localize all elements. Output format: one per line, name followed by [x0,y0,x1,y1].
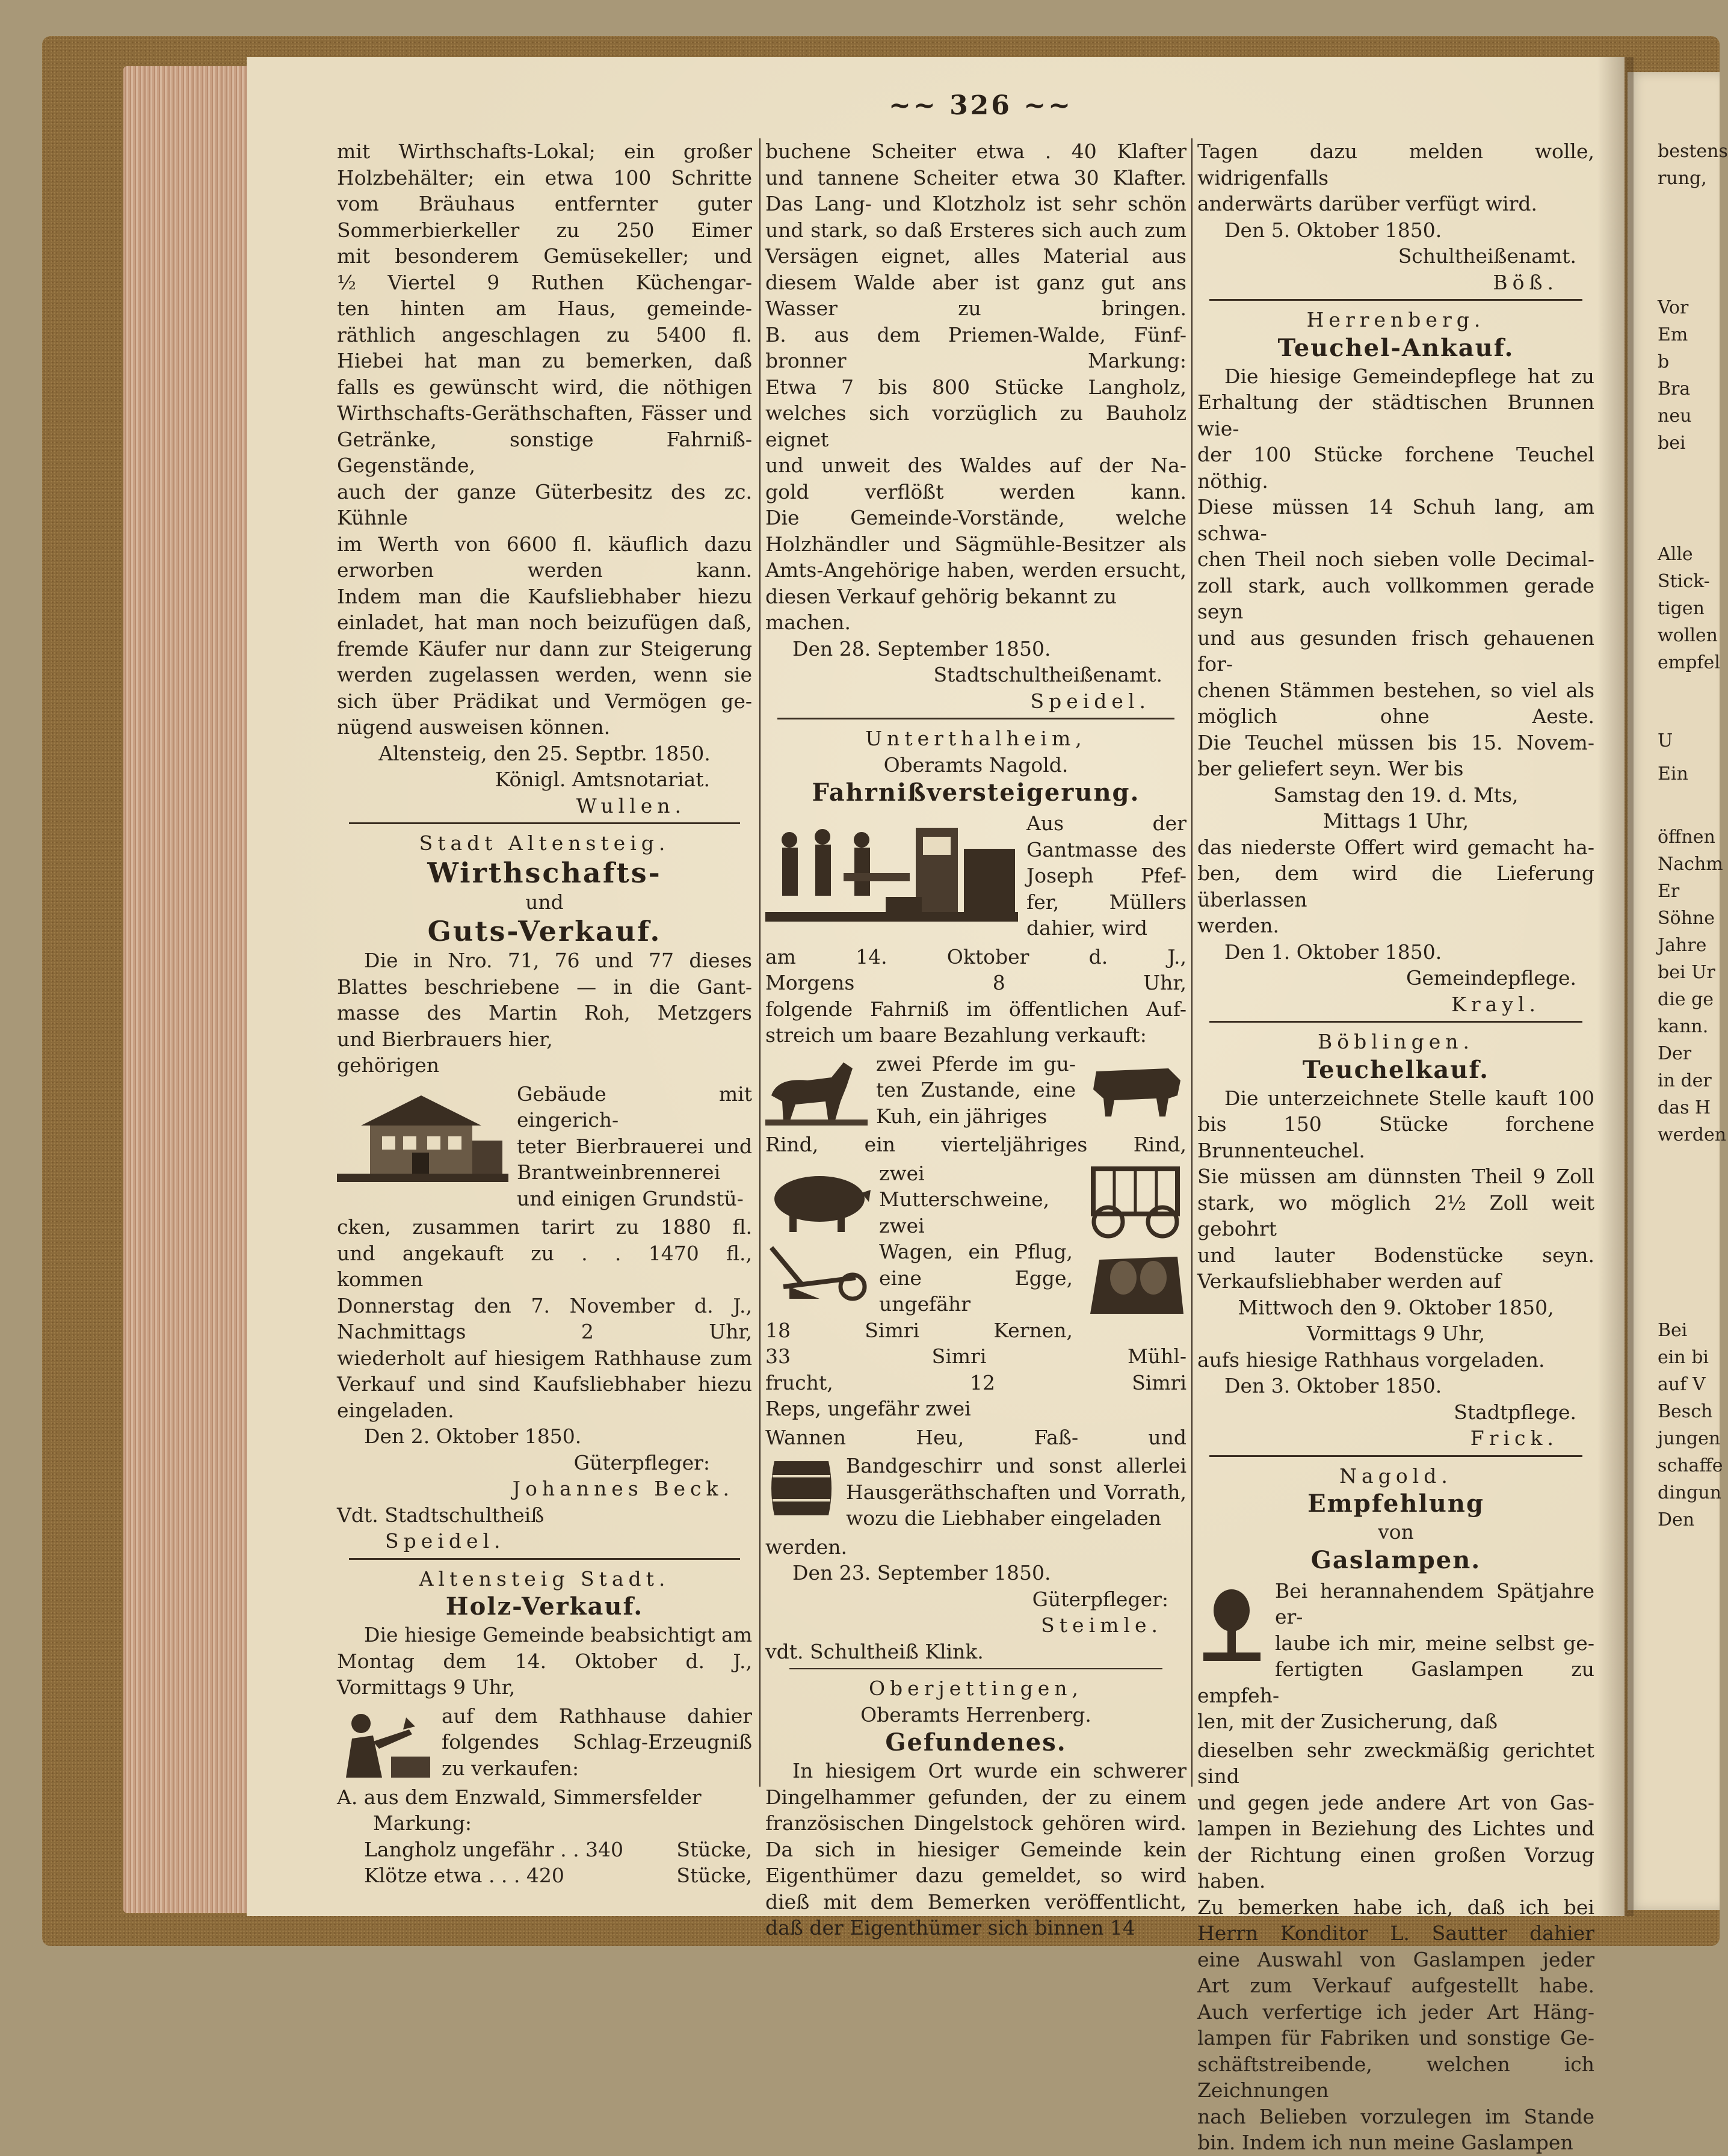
notice-text-line: chenen Stämmen bestehen, so viel als [1197,678,1594,702]
notice-text-line: möglich ohne Aeste. [1197,704,1594,728]
notice-date: Den 2. Oktober 1850. [364,1424,582,1448]
notice-text-line: das niederste Offert wird gemacht ha- [1197,835,1594,859]
notice-text-line: diesen Verkauf gehörig bekannt zu machen. [765,584,1117,634]
notice-text-line: streich um baare Bezahlung verkauft: [765,1023,1147,1047]
notice-place: Böblingen. [1317,1030,1474,1053]
notice-signature: Frick. [1470,1426,1558,1450]
notice-text-line: und unweit des Waldes auf der Na- [765,454,1186,477]
notice-text-line: cken, zusammen tarirt zu 1880 fl. [337,1215,752,1239]
timber-list-label: Klötze etwa . . . 420 [364,1864,564,1887]
notice-text-line: buchene Scheiter etwa . 40 Klafter [765,140,1186,163]
notice-text-line: Vormittags 9 Uhr, [1306,1322,1486,1345]
notice-body [1197,1347,1594,1373]
wagon-woodcut [1081,1163,1186,1238]
column-divider-1 [759,138,761,1787]
notice-heading: Guts-Verkauf. [427,915,662,947]
timber-list [337,1837,752,1889]
timber-list-unit: Stücke, [676,1864,752,1887]
notice-text-line: Reps, ungefähr zwei [765,1397,971,1420]
notice-text-line: bis 150 Stücke forchene Brunnenteuchel. [1197,1112,1594,1162]
notice-text-line: Diese müssen 14 Schuh lang, am schwa- [1197,495,1594,545]
facing-page-fragment: jungen [1658,1428,1721,1449]
notice-place: Herrenberg. [1306,308,1486,331]
notice-office: Güterpfleger: [573,1450,710,1474]
notice-text-line: Wannen Heu, Faß- und [765,1425,1186,1449]
notice-signature: Krayl. [1451,992,1540,1016]
facing-page-fragment: Bra [1658,378,1691,399]
book-gutter [1597,57,1634,1916]
notice-text-line: werden zugelassen werden, wenn sie [337,663,752,686]
facing-page-fragment: neu [1658,405,1692,427]
facing-page-fragment: Besch [1658,1401,1713,1422]
notice-text-line: Brantweinbrennerei [517,1160,721,1184]
notice-text-line: Samstag den 19. d. Mts, [1273,783,1519,807]
column-2 [765,138,1186,1941]
notice-text-line: Art zum Verkauf aufgestellt habe. [1197,1974,1594,1997]
notice-text-line: 18 Simri Kernen, [765,1318,1073,1342]
notice-body [1197,1737,1594,2156]
notice-text-line: zoll stark, auch vollkommen gerade seyn [1197,573,1594,623]
facing-page-fragment: bei Ur [1658,962,1715,983]
notice-text-line: gold verflößt werden kann. [765,479,1186,504]
notice-text-line: Getränke, sonstige Fahrniß-Gegenstände, [337,427,752,477]
notice-office: Vdt. Stadtschultheiß [337,1503,545,1527]
notice-text-line: Holzbehälter; ein etwa 100 Schritte [337,165,752,189]
notice-text-line: Die Teuchel müssen bis 15. Novem- [1197,730,1594,754]
page-edges [123,66,256,1913]
notice-heading: Holz-Verkauf. [445,1592,644,1621]
notice-text-line: Zu bemerken habe ich, daß ich bei [1197,1895,1594,1919]
facing-page-fragment: die ge [1658,989,1714,1010]
notice-signature: Wullen. [576,793,686,818]
page-number: ~~ 326 ~~ [889,90,1073,121]
column-3 [1197,138,1594,2156]
notice-date: Den 3. Oktober 1850. [1224,1374,1442,1397]
notice-text-line: Markung: [373,1811,472,1835]
facing-page-fragment: rung, [1658,168,1707,189]
woodcutter-woodcut [337,1705,433,1781]
notice-date: Den 1. Oktober 1850. [1224,940,1442,964]
notice-text-line: und tannene Scheiter etwa 30 Klafter. [765,165,1186,189]
notice-heading: Wirthschafts- [427,856,662,889]
facing-page-fragment: Jahre [1658,935,1707,956]
notice-place: Nagold. [1339,1464,1452,1488]
notice-text-line: der Richtung einen großen Vorzug haben. [1197,1843,1594,1893]
notice-text-line: erworben werden kann. [337,558,752,582]
notice-heading-conj: von [1378,1520,1414,1544]
notice-text-line: wozu die Liebhaber eingeladen [846,1506,1162,1530]
notice-text-line: anderwärts darüber verfügt wird. [1197,192,1537,215]
facing-page-fragment: U [1658,730,1673,751]
notice-text-line: daß der Eigenthümer sich binnen 14 [765,1916,1135,1939]
notice-text-line: auch der ganze Güterbesitz des zc. Kühnle [337,479,752,529]
notice-text-line: Morgens 8 Uhr, [765,971,1186,994]
facing-page-fragment: das H [1658,1097,1711,1118]
notice-text-line: werden. [1197,914,1279,937]
notice-text-line: Aus der [1026,812,1186,835]
notice-text-line: Bei herannahendem Spätjahre er- [1275,1578,1594,1628]
notice-text-line: len, mit der Zusicherung, daß [1197,1710,1498,1733]
notice-text-line: Mittags 1 Uhr, [1322,809,1469,833]
notice-text-line: und gegen jede andere Art von Gas- [1197,1790,1594,1814]
notice-text-line: kommen [337,1267,424,1291]
notice-signature: vdt. Schultheiß Klink. [765,1639,984,1663]
notice-text-line: Kuh, ein jähriges [876,1104,1048,1128]
notice-text-line: ben, dem wird die Lieferung überlassen [1197,861,1594,911]
notice-text-line: Tagen dazu melden wolle, widrigenfalls [1197,140,1594,189]
notice-text-line: dahier, wird [1026,916,1147,940]
notice-place: Oberjettingen, [869,1677,1083,1700]
notice-heading: Gaslampen. [1310,1545,1481,1574]
facing-page-fragment: Nachm [1658,854,1723,875]
notice-text-line: Das Lang- und Klotzholz ist sehr schön [765,192,1186,215]
notice-text-line: zwei Mutterschweine, zwei [879,1161,1050,1237]
notice-text-line: welches sich vorzüglich zu Bauholz eignet [765,401,1186,451]
notice-office: Stadtschultheißenamt. [933,663,1162,686]
notice-place: Altensteig Stadt. [419,1566,670,1591]
notice-text-line: Montag dem 14. Oktober d. J., [337,1649,752,1673]
notice-heading: Empfehlung [1307,1489,1484,1518]
notice-office: Stadtpflege. [1454,1400,1576,1424]
notice-text-line: Die hiesige Gemeindepflege hat zu [1224,364,1594,388]
notice-office: Königl. Amtsnotariat. [495,768,710,791]
notice-body [1197,834,1594,939]
notice-text-line: und stark, so daß Ersteres sich auch zum [765,218,1186,242]
notice-text-line: masse des Martin Roh, Metzgers [337,1001,752,1024]
notice-text-line: fer, Müllers [1026,890,1186,914]
notice-text-line: dieß mit dem Bemerken veröffentlicht, [765,1890,1186,1914]
facing-page-fragment: Alle [1658,544,1693,565]
notice-place: Unterthalheim, [865,727,1087,750]
notice-text-line: Amts-Angehörige haben, werden ersucht, [765,558,1186,582]
column-divider-2 [1191,138,1193,1787]
notice-text-line: aufs hiesige Rathhaus vorgeladen. [1197,1348,1545,1372]
notice-text-line: ten Zustande, eine [876,1078,1076,1101]
facing-page-fragment: werden [1658,1124,1727,1145]
notice-body [765,1758,1186,1941]
notice-text-line: und Bierbrauers hier, [337,1027,553,1051]
notice-text-line: und aus gesunden frisch gehauenen for- [1197,626,1594,676]
facing-page-fragment: Bei [1658,1320,1688,1341]
facing-page-fragment: wollen [1658,625,1718,646]
notice-office: Gemeindepflege. [1406,966,1576,990]
notice-text-line: gehörigen [337,1053,440,1077]
notice-text-line: Indem man die Kaufsliebhaber hiezu [337,584,752,608]
notice-text-line: A. aus dem Enzwald, Simmersfelder [337,1785,702,1809]
notice-date: Den 23. September 1850. [792,1561,1051,1585]
notice-text-line: Erhaltung der städtischen Brunnen wie- [1197,390,1594,440]
notice-text-line: zwei Pferde im gu- [876,1052,1076,1076]
notice-text-line: Vormittags 9 Uhr, [337,1675,516,1699]
notice-text-line: dieselben sehr zweckmäßig gerichtet sind [1197,1738,1594,1788]
notice-text-line: französischen Dingelstock gehören wird. [765,1811,1186,1835]
notice-date: Den 28. September 1850. [792,636,1051,661]
separator-rule [349,822,740,824]
page-number-value: 326 [949,90,1012,121]
notice-text-line: diesem Walde aber ist ganz gut ans [765,270,1186,294]
notice-text-line: stark, wo möglich 2½ Zoll weit gebohrt [1197,1190,1594,1240]
notice-text-line: Die unterzeichnete Stelle kauft 100 [1224,1086,1594,1110]
notice-text-line: bin. Indem ich nun meine Gaslampen [1197,2131,1573,2154]
notice-text-line: ber geliefert seyn. Wer bis [1197,757,1464,780]
notice-place-sub: Oberamts Herrenberg. [860,1702,1091,1726]
notice-heading: Teuchel-Ankauf. [1277,333,1514,362]
separator-rule [789,1668,1162,1669]
notice-text-line: und lauter Bodenstücke seyn. [1197,1243,1594,1267]
notice-text-line: folgende Fahrniß im öffentlichen Auf- [765,997,1186,1021]
notice-signature: Speidel. [1030,689,1150,713]
separator-rule [1209,1021,1582,1023]
notice-heading: Gefundenes. [885,1728,1067,1757]
notice-text-line: Herrn Konditor L. Sautter dahier [1197,1921,1594,1945]
facing-page-fragment: empfel [1658,652,1720,673]
horses-woodcut [765,1053,868,1126]
notice-body [1197,138,1594,217]
notice-text-line: Die hiesige Gemeinde beabsichtigt am [364,1623,752,1646]
notice-text-line: Etwa 7 bis 800 Stücke Langholz, [765,375,1186,399]
notice-text-line: Die in Nro. 71, 76 und 77 dieses [364,949,752,972]
notice-text-line: mit Wirthschafts-Lokal; ein großer [337,140,752,163]
notice-text-line: nügend ausweisen können. [337,715,611,739]
notice-text-line: fertigten Gaslampen zu empfeh- [1197,1657,1594,1707]
notice-text-line: der 100 Stücke forchene Teuchel nöthig. [1197,443,1594,493]
notice-text-line: Nachmittags 2 Uhr, [337,1320,752,1343]
notice-signature: Speidel. [385,1529,505,1553]
notice-body [1197,363,1594,782]
notice-text-line: Wirthschafts-Geräthschaften, Fässer und [337,401,752,425]
notice-text-line: frucht, 12 Simri [765,1370,1186,1394]
notice-text-line: bronner Markung: [765,349,1186,372]
facing-page-fragment: ein bi [1658,1347,1709,1368]
facing-page-fragment: auf V [1658,1374,1706,1395]
gas-lamp-woodcut [1197,1580,1267,1665]
notice-text-line: Hiebei hat man zu bemerken, daß [337,349,752,372]
notice-office: Güterpfleger: [1032,1587,1168,1611]
notice-body [765,944,1186,1049]
notice-body [337,947,752,1052]
notice-text-line: Auch verfertige ich jeder Art Häng- [1197,2000,1594,2024]
notice-body [337,1622,752,1701]
facing-page-fragment: kann. [1658,1016,1709,1037]
notice-heading: Teuchelkauf. [1302,1055,1490,1084]
notice-signature: Johannes Beck. [512,1477,734,1500]
separator-rule [1209,299,1582,301]
notice-text-line: und einigen Grundstü- [517,1186,744,1210]
timber-list-label: Langholz ungefähr . . 340 [364,1837,624,1861]
notice-text-line: wiederholt auf hiesigem Rathhause zum [337,1346,752,1370]
timber-list-item [337,1862,752,1889]
brewery-house-woodcut [337,1083,508,1186]
notice-text-line: eine Auswahl von Gaslampen jeder [1197,1947,1594,1971]
plough-woodcut [765,1239,871,1311]
facing-page-fragment: Vor [1658,297,1689,318]
notice-text-line: ten hinten am Haus, gemeinde- [337,297,752,320]
notice-text-line: am 14. Oktober d. J., [765,944,1186,969]
notice-text-line: werden. [765,1535,847,1559]
timber-list-item [337,1837,752,1863]
timber-list-unit: Stücke, [676,1837,752,1861]
notice-text-line: 33 Simri Mühl- [765,1344,1186,1368]
notice-text-line: vom Bräuhaus entfernter guter [337,192,752,215]
separator-rule [1209,1455,1582,1457]
notice-body [1197,1085,1594,1295]
notice-text-line: falls es gewünscht wird, die nöthigen [337,375,752,399]
facing-page-fragment: öffnen [1658,827,1715,848]
notice-body [765,138,1186,636]
facing-page-fragment: tigen [1658,598,1705,619]
auction-scene-woodcut [765,813,1018,924]
facing-page-fragment: dingun [1658,1482,1721,1503]
notice-text-line: lampen für Fabriken und sonstige Ge- [1197,2026,1594,2050]
facing-page-fragment: Söhne [1658,908,1715,929]
facing-page-fragment: schaffe [1658,1455,1723,1476]
notice-body [337,1214,752,1423]
notice-text-line: In hiesigem Ort wurde ein schwerer [792,1759,1186,1782]
notice-text-line: Wasser zu bringen. [765,297,1186,320]
facing-page-fragment: Ein [1658,763,1688,784]
notice-text-line: eine Egge, ungefähr [879,1266,1073,1316]
facing-page-fragment: in der [1658,1070,1712,1091]
notice-heading-conj: und [525,890,564,914]
facing-page-fragment: b [1658,351,1670,372]
notice-text-line: folgendes Schlag-Erzeugniß [442,1730,752,1754]
notice-text-line: Holzhändler und Sägmühle-Besitzer als [765,532,1186,556]
notice-text-line: Mittwoch den 9. Oktober 1850, [1238,1295,1554,1319]
facing-page-fragment: Der [1658,1043,1692,1064]
grain-sacks-woodcut [1081,1242,1186,1320]
barrel-woodcut [765,1455,838,1521]
notice-text-line: lampen in Beziehung des Lichtes und [1197,1817,1594,1840]
notice-text-line: einladet, hat man noch beizufügen daß, [337,611,752,634]
notice-text-line: Dingelhammer gefunden, der zu einem [765,1785,1186,1809]
notice-heading: Fahrnißversteigerung. [812,778,1140,807]
notice-text-line: Da sich in hiesiger Gemeinde kein [765,1837,1186,1861]
notice-text-line: chen Theil noch sieben volle Decimal- [1197,547,1594,571]
notice-text-line: eingeladen. [337,1398,454,1422]
notice-text-line: fremde Käufer nur dann zur Steigerung [337,636,752,661]
notice-text-line: im Werth von 6600 fl. käuflich dazu [337,532,752,556]
pig-woodcut [765,1163,871,1235]
notice-text-line: zu verkaufen: [442,1756,579,1780]
notice-text-line: Bandgeschirr und sonst allerlei [846,1454,1186,1477]
column-1 [337,138,752,1889]
notice-text-line: auf dem Rathhause dahier [442,1704,752,1728]
facing-page-fragment: Em [1658,324,1688,345]
notice-place: Stadt Altensteig. [419,831,670,855]
notice-text-line: Sie müssen am dünnsten Theil 9 Zoll [1197,1165,1594,1188]
notice-date: Den 5. Oktober 1850. [1224,218,1442,242]
notice-text-line: räthlich angeschlagen zu 5400 fl. [337,322,752,346]
notice-text-line: Gebäude mit eingerich- [517,1082,752,1132]
facing-page-fragment: bestens [1658,141,1728,162]
notice-text-line: und angekauft zu . . 1470 fl., [337,1241,752,1265]
notice-text-line: Rind, ein vierteljähriges Rind, [765,1133,1186,1156]
notice-text-line: nach Belieben vorzulegen im Stande [1197,2104,1594,2128]
notice-text-line: Sommerbierkeller zu 250 Eimer [337,218,752,242]
notice-signature: Steimle. [1041,1613,1162,1637]
facing-page-fragment: Den [1658,1509,1695,1530]
facing-page-fragment: bei [1658,433,1686,454]
notice-text-line: Verkauf und sind Kaufsliebhaber hiezu [337,1372,752,1396]
separator-rule [349,1558,740,1560]
facing-page-fragment: Er [1658,881,1680,902]
separator-rule [777,718,1174,719]
notice-text-line: Joseph Pfef- [1026,864,1186,887]
notice-signature: Böß. [1493,270,1558,294]
notice-text-line: schäftstreibende, welchen ich Zeichnungen [1197,2052,1594,2102]
notice-office: Schultheißenamt. [1398,244,1576,268]
notice-date: Altensteig, den 25. Septbr. 1850. [378,741,711,765]
cow-woodcut [1084,1053,1186,1120]
notice-wirthschaft-continuation [337,138,752,741]
notice-text-line: sich über Prädikat und Vermögen ge- [337,689,752,713]
notice-text-line: mit besonderem Gemüsekeller; und [337,244,752,268]
facing-page-fragment: Stick- [1658,571,1710,592]
notice-text-line: Versägen eignet, alles Material aus [765,244,1186,268]
notice-text-line: Wagen, ein Pflug, [879,1240,1073,1263]
notice-text-line: teter Bierbrauerei und [517,1134,752,1158]
notice-text-line: Die Gemeinde-Vorstände, welche [765,506,1186,529]
notice-text-line: Eigenthümer dazu gemeldet, so wird [765,1864,1186,1887]
notice-text-line: Blattes beschriebene — in die Gant- [337,975,752,999]
notice-text-line: Hausgeräthschaften und Vorrath, [846,1480,1186,1504]
notice-text-line: Verkaufsliebhaber werden auf [1197,1269,1501,1293]
notice-text-line: Gantmasse des [1026,837,1186,861]
notice-text-line: B. aus dem Priemen-Walde, Fünf- [765,322,1186,346]
notice-text-line: laube ich mir, meine selbst ge- [1275,1631,1594,1655]
notice-place-sub: Oberamts Nagold. [883,753,1069,777]
notice-text-line: ½ Viertel 9 Ruthen Küchengar- [337,270,752,294]
notice-text-line: Donnerstag den 7. November d. J., [337,1293,752,1317]
